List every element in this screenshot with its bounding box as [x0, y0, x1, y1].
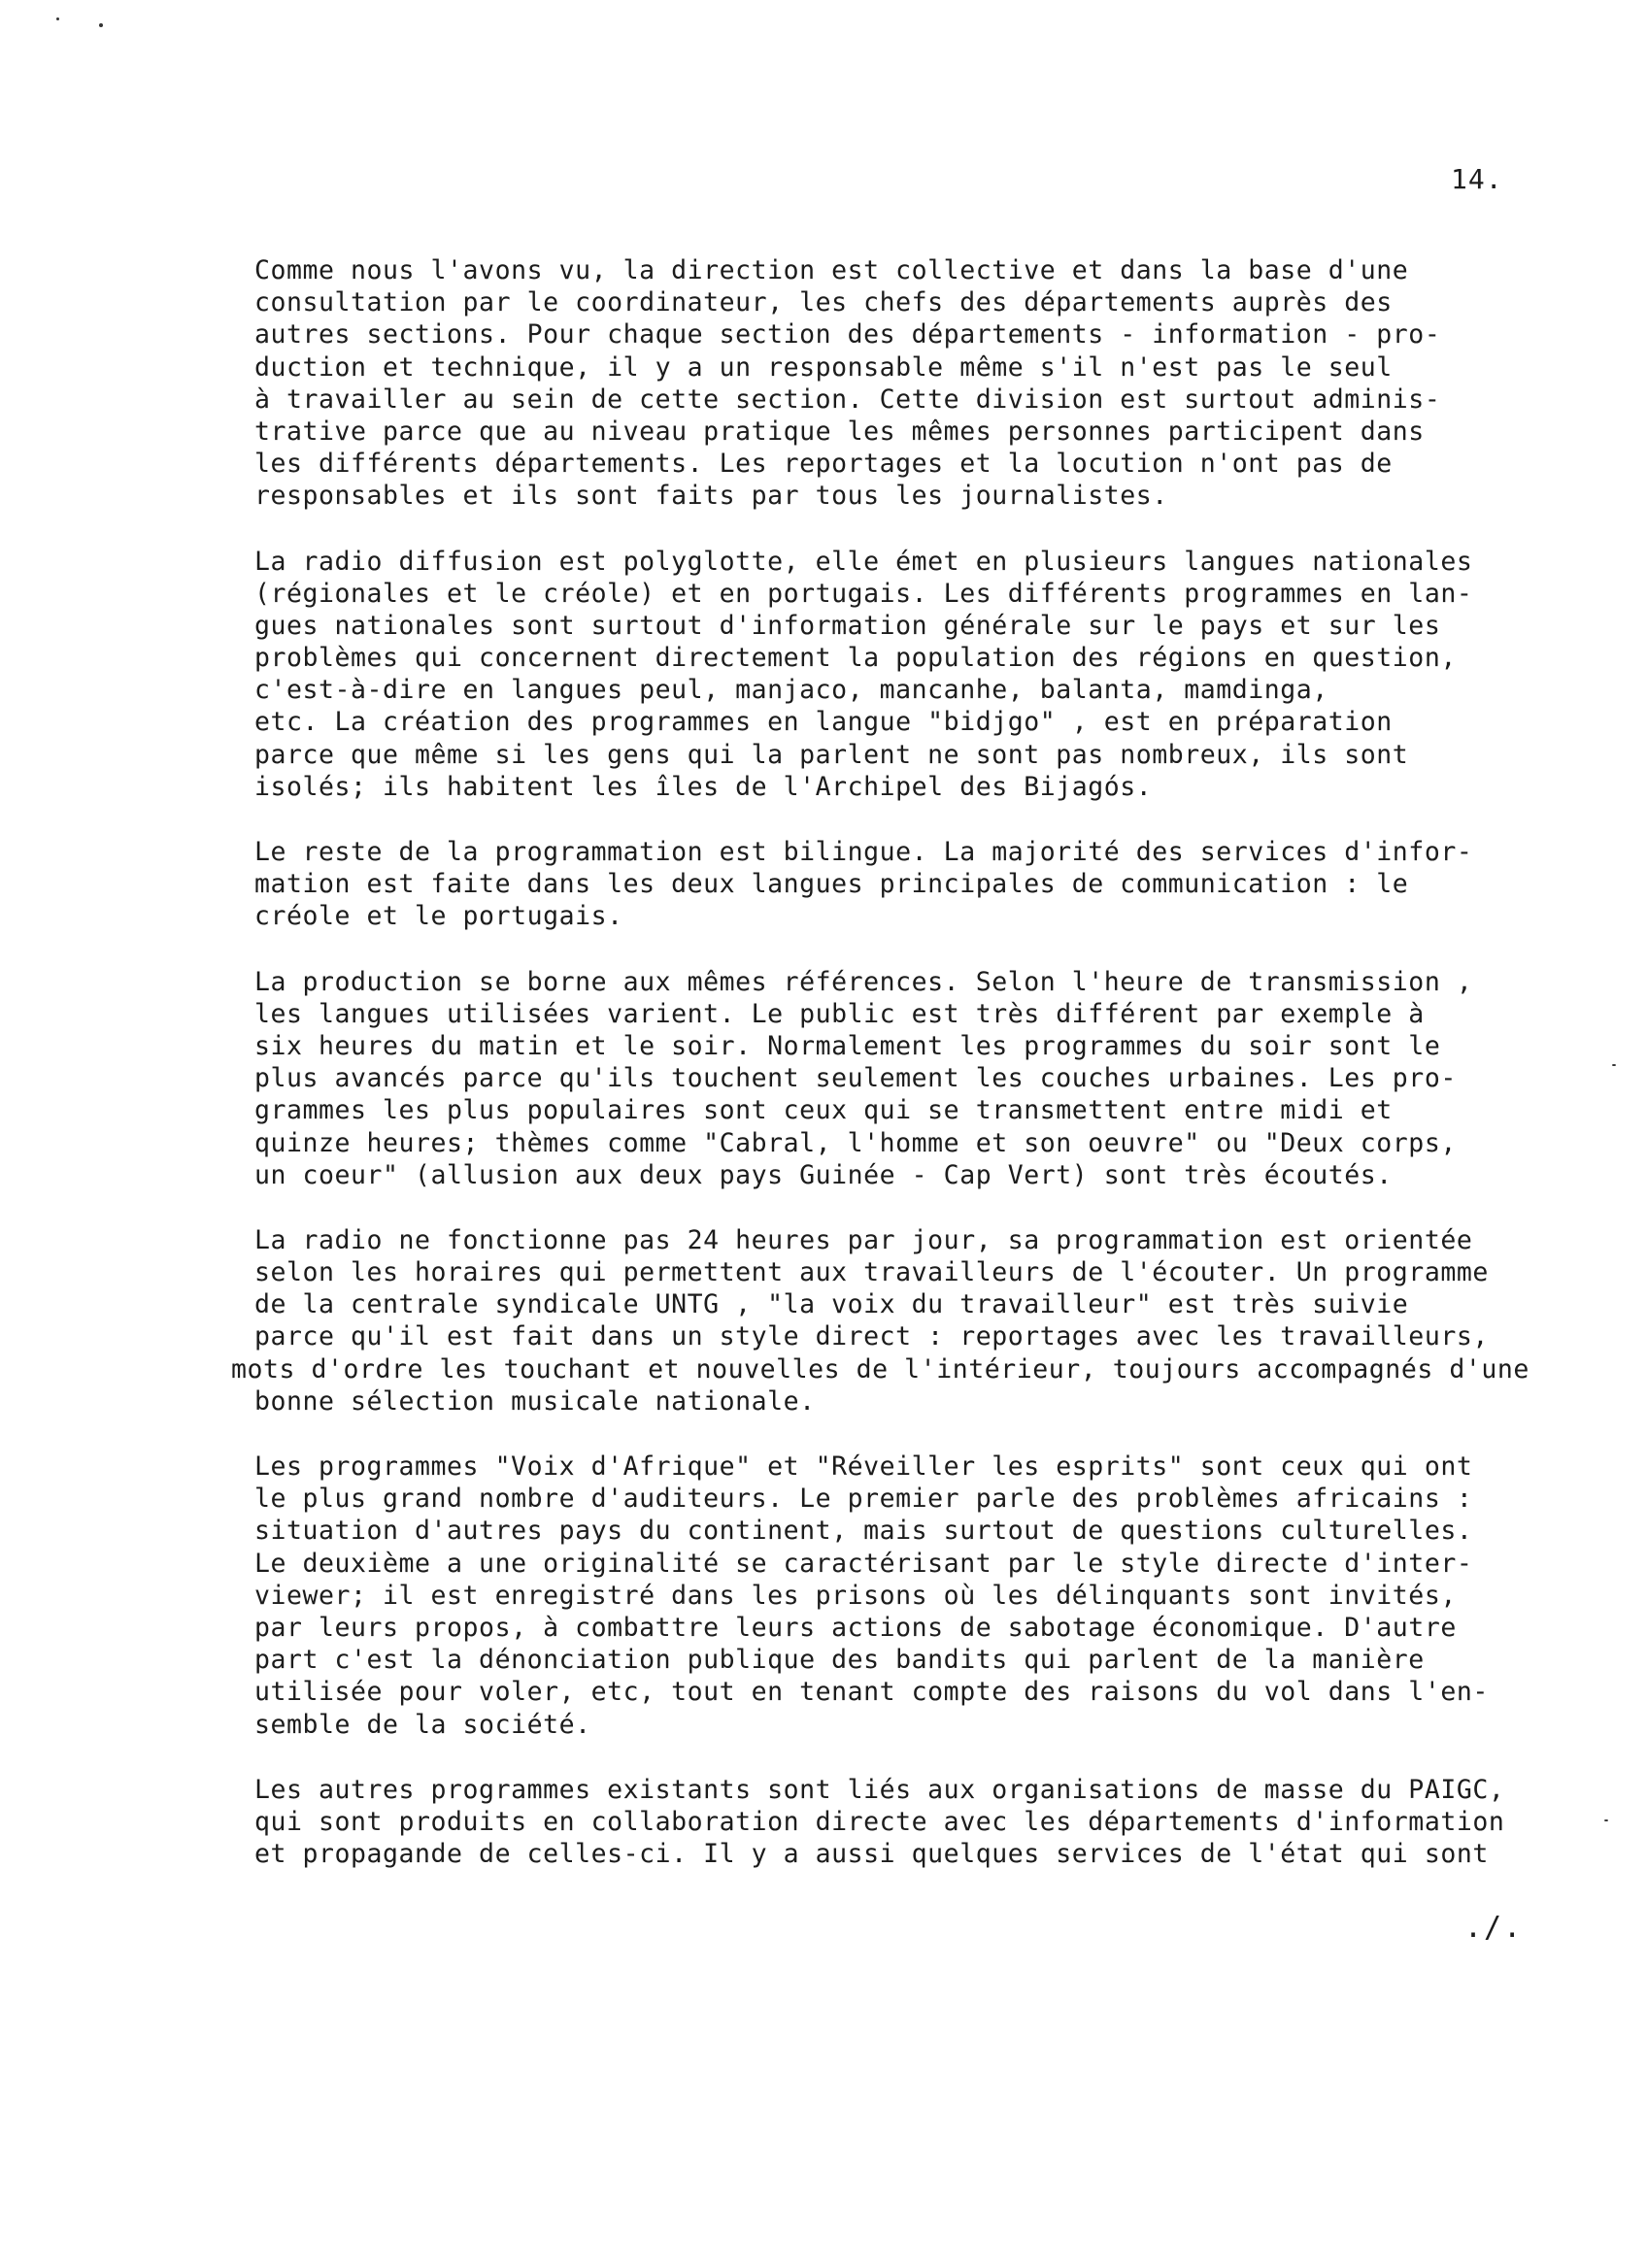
text-line: etc. La création des programmes en langue "bidjgo" , est en préparation [254, 707, 1393, 738]
text-line: autres sections. Pour chaque section des départements - information - pro- [254, 319, 1441, 350]
text-line: plus avancés parce qu'ils touchent seulement les couches urbaines. Les pro- [254, 1063, 1457, 1094]
text-line: part c'est la dénonciation publique des bandits qui parlent de la manière [254, 1645, 1425, 1676]
text-line: (régionales et le créole) et en portugais. Les différents programmes en lan- [254, 578, 1473, 609]
scan-speck [56, 17, 59, 20]
text-line: mation est faite dans les deux langues principales de communication : le [254, 869, 1409, 900]
text-line: consultation par le coordinateur, les chefs des départements auprès des [254, 287, 1393, 318]
text-line: parce qu'il est fait dans un style direct : reportages avec les travailleurs, [254, 1321, 1489, 1352]
text-line: par leurs propos, à combattre leurs actions de sabotage économique. D'autre [254, 1612, 1457, 1643]
continuation-mark: ./. [1464, 1911, 1524, 1945]
text-line: un coeur" (allusion aux deux pays Guinée - Cap Vert) sont très écoutés. [254, 1159, 1393, 1190]
text-line: parce que même si les gens qui la parlent ne sont pas nombreux, ils sont [254, 739, 1409, 770]
text-line: Le deuxième a une originalité se caractérisant par le style directe d'inter- [254, 1548, 1473, 1579]
paragraph-6 [254, 1451, 1595, 1741]
text-line: gues nationales sont surtout d'information générale sur le pays et sur les [254, 610, 1441, 641]
text-line: qui sont produits en collaboration directe avec les départements d'information [254, 1806, 1505, 1837]
text-line: créole et le portugais. [254, 901, 623, 932]
text-line: La radio diffusion est polyglotte, elle émet en plusieurs langues nationales [254, 546, 1473, 577]
scan-speck [1612, 1064, 1616, 1066]
text-line: quinze heures; thèmes comme "Cabral, l'homme et son oeuvre" ou "Deux corps, [254, 1127, 1457, 1158]
text-line: Comme nous l'avons vu, la direction est collective et dans la base d'une [254, 255, 1409, 285]
text-line: le plus grand nombre d'auditeurs. Le premier parle des problèmes africains : [254, 1484, 1473, 1515]
text-line: isolés; ils habitent les îles de l'Archipel des Bijagós. [254, 771, 1153, 802]
text-line: La production se borne aux mêmes références. Selon l'heure de transmission , [254, 966, 1473, 997]
text-line: grammes les plus populaires sont ceux qui se transmettent entre midi et [254, 1095, 1393, 1126]
text-line: La radio ne fonctionne pas 24 heures par jour, sa programmation est orientée [254, 1224, 1473, 1255]
paragraph-2 [254, 546, 1595, 804]
text-line: à travailler au sein de cette section. Cette division est surtout adminis- [254, 384, 1441, 415]
paragraph-4 [254, 966, 1595, 1191]
paragraph-3 [254, 836, 1595, 933]
text-line: Les autres programmes existants sont liés aux organisations de masse du PAIGC, [254, 1774, 1505, 1805]
paragraph-7 [254, 1774, 1595, 1871]
text-line: Les programmes "Voix d'Afrique" et "Réveiller les esprits" sont ceux qui ont [254, 1451, 1473, 1482]
text-line: Le reste de la programmation est bilingue. La majorité des services d'infor- [254, 837, 1473, 867]
scan-speck [99, 23, 103, 27]
text-line: les langues utilisées varient. Le public est très différent par exemple à [254, 998, 1425, 1029]
text-line: viewer; il est enregistré dans les prisons où les délinquants sont invités, [254, 1580, 1457, 1611]
page-number: 14. [1451, 163, 1503, 195]
text-line: bonne sélection musicale nationale. [254, 1385, 816, 1417]
text-line: les différents départements. Les reportages et la locution n'ont pas de [254, 449, 1393, 480]
text-line: six heures du matin et le soir. Normalement les programmes du soir sont le [254, 1030, 1441, 1061]
text-line: de la centrale syndicale UNTG , "la voix du travailleur" est très suivie [254, 1289, 1409, 1320]
text-line: duction et technique, il y a un responsable même s'il n'est pas le seul [254, 351, 1393, 383]
body-text [231, 254, 1595, 1903]
text-line: c'est-à-dire en langues peul, manjaco, mancanhe, balanta, mamdinga, [254, 675, 1328, 706]
paragraph-5 [231, 1224, 1595, 1418]
text-line: trative parce que au niveau pratique les mêmes personnes participent dans [254, 416, 1425, 447]
text-line: utilisée pour voler, etc, tout en tenant compte des raisons du vol dans l'en- [254, 1677, 1489, 1708]
text-line: semble de la société. [254, 1709, 591, 1740]
scan-speck [1604, 1819, 1608, 1821]
text-line: responsables et ils sont faits par tous les journalistes. [254, 481, 1168, 512]
paragraph-1 [254, 254, 1595, 513]
text-line: selon les horaires qui permettent aux travailleurs de l'écouter. Un programme [254, 1257, 1489, 1288]
text-line: et propagande de celles-ci. Il y a aussi quelques services de l'état qui sont [254, 1839, 1489, 1870]
text-line: situation d'autres pays du continent, mais surtout de questions culturelles. [254, 1516, 1473, 1547]
text-line: mots d'ordre les touchant et nouvelles de l'intérieur, toujours accompagnés d'une [231, 1353, 1529, 1384]
text-line: problèmes qui concernent directement la population des régions en question, [254, 643, 1457, 674]
